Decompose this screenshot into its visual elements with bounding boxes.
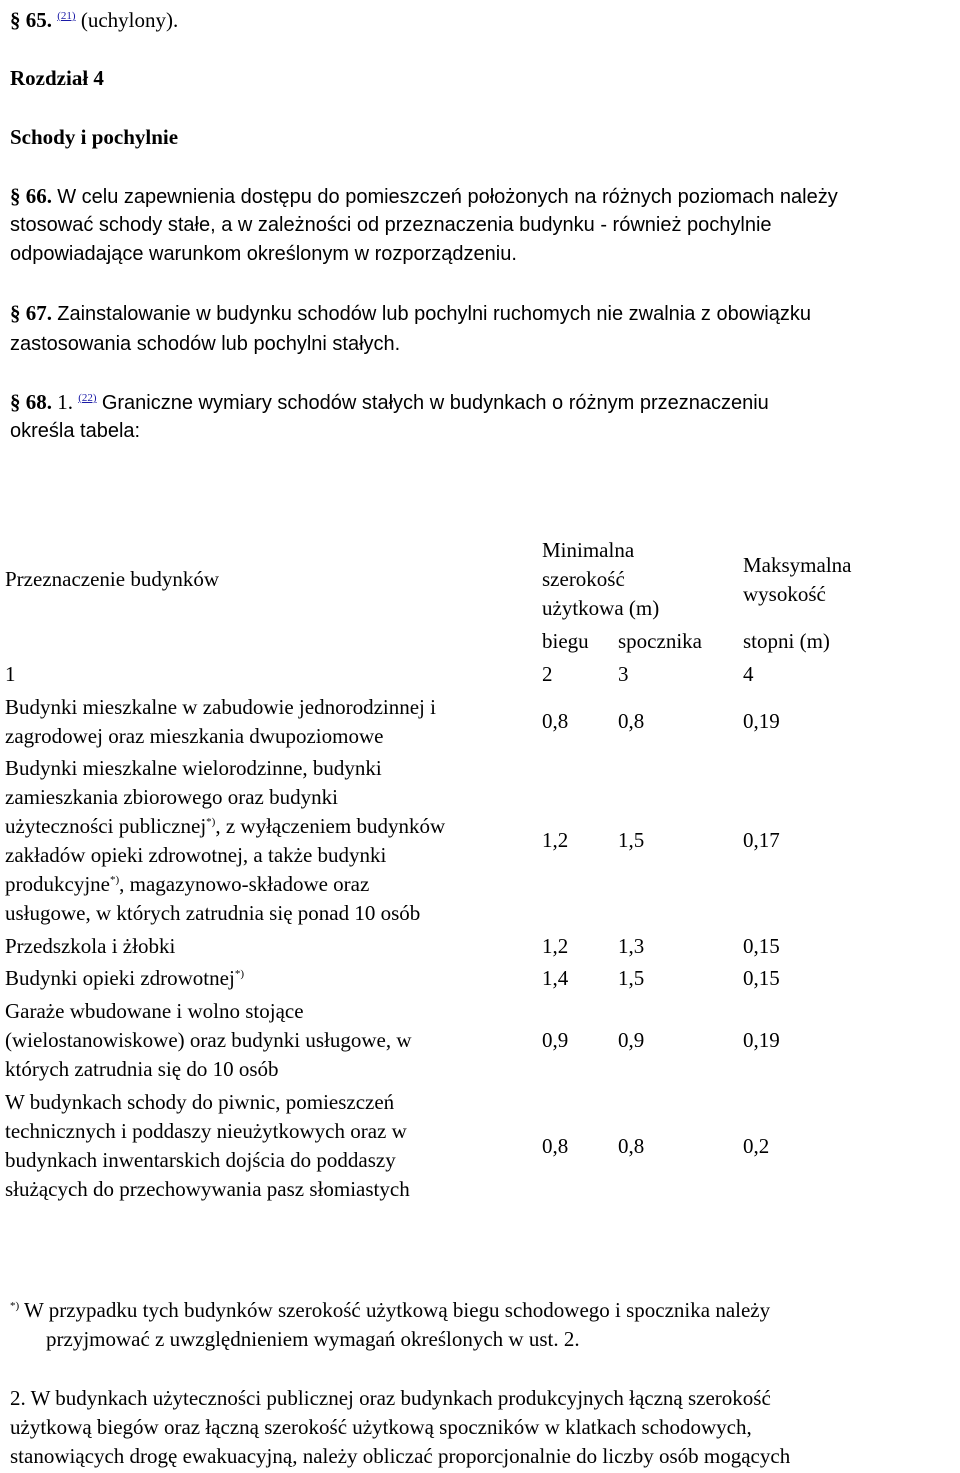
- row-4-desc: [5, 964, 244, 993]
- section-66-text-2: stosować schody stałe, a w zależności od przeznaczenia budynku - również pochylnie: [10, 214, 772, 236]
- section-67-line-1: [10, 299, 811, 329]
- row-4-flight: 1,4: [542, 966, 569, 990]
- row-3-landing: 1,3: [618, 934, 645, 958]
- section-68-point: 1.: [57, 390, 73, 414]
- row-2-desc-4: zakładów opieki zdrowotnej, a także budynki: [5, 843, 387, 867]
- section-65: [10, 6, 178, 35]
- row-6-desc-1: W budynkach schody do piwnic, pomieszczeń: [5, 1090, 395, 1114]
- row-4-step: 0,15: [743, 966, 780, 990]
- header-min-width-1: Minimalna: [542, 538, 635, 562]
- row-6-step: 0,2: [743, 1134, 770, 1158]
- row-6-flight: 0,8: [542, 1134, 569, 1158]
- row-2-desc-6: usługowe, w których zatrudnia się ponad 10 osób: [5, 901, 421, 925]
- row-1-step: 0,19: [743, 709, 780, 733]
- row-1-desc-1: Budynki mieszkalne w zabudowie jednorodzinnej i: [5, 695, 436, 719]
- footnote-marker: *): [10, 1300, 20, 1312]
- row-2-step: 0,17: [743, 828, 780, 852]
- row-5-desc-3: których zatrudnia się do 10 osób: [5, 1057, 279, 1081]
- footnote-text-1: W przypadku tych budynków szerokość użytkową biegu schodowego i spocznika należy: [24, 1298, 771, 1322]
- column-number: 3: [618, 662, 629, 686]
- row-5-flight: 0,9: [542, 1028, 569, 1052]
- row-4-landing: 1,5: [618, 966, 645, 990]
- point-2-text-2: użytkową biegów oraz łączną szerokość użytkową spoczników w klatkach schodowych,: [10, 1415, 752, 1439]
- row-3-desc: Przedszkola i żłobki: [5, 934, 176, 958]
- row-5-step: 0,19: [743, 1028, 780, 1052]
- footnote-line-1: [10, 1296, 770, 1325]
- row-2-flight: 1,2: [542, 828, 569, 852]
- row-3-flight: 1,2: [542, 934, 569, 958]
- row-6-desc-2: technicznych i poddaszy nieużytkowych oraz w: [5, 1119, 407, 1143]
- section-68-number: § 68.: [10, 390, 52, 414]
- header-max-height-2: wysokość: [743, 582, 826, 606]
- point-2-text-1: 2. W budynkach użyteczności publicznej oraz budynkach produkcyjnych łączną szerokość: [10, 1386, 771, 1410]
- column-number: 2: [542, 662, 553, 686]
- section-68-text-2: określa tabela:: [10, 420, 141, 442]
- header-min-width-3: użytkowa (m): [542, 596, 660, 620]
- row-4-desc-text: Budynki opieki zdrowotnej: [5, 966, 235, 990]
- row-6-desc-3: budynkach inwentarskich dojścia do poddaszy: [5, 1148, 396, 1172]
- row-1-flight: 0,8: [542, 709, 569, 733]
- row-3-step: 0,15: [743, 934, 780, 958]
- section-66-text-1: W celu zapewnienia dostępu do pomieszczeń położonych na różnych poziomach należy: [57, 186, 838, 208]
- row-2-desc-5: [5, 870, 369, 899]
- row-6-landing: 0,8: [618, 1134, 645, 1158]
- footnote-ref-22[interactable]: (22): [78, 392, 97, 404]
- section-68-text-1: Graniczne wymiary schodów stałych w budynkach o różnym przeznaczeniu: [101, 392, 769, 414]
- footnote-text-2: przyjmować z uwzględnieniem wymagań określonych w ust. 2.: [46, 1327, 580, 1351]
- row-5-desc-1: Garaże wbudowane i wolno stojące: [5, 999, 304, 1023]
- header-max-height-1: Maksymalna: [743, 553, 852, 577]
- chapter-title: Rozdział 4: [10, 66, 104, 90]
- point-2-text-3: stanowiących drogę ewakuacyjną, należy obliczać proporcjonalnie do liczby osób mogących: [10, 1444, 791, 1468]
- footnote-mark: *): [206, 816, 216, 828]
- header-min-width-2: szerokość: [542, 567, 625, 591]
- column-number: 4: [743, 662, 754, 686]
- row-2-desc-5b: , magazynowo-składowe oraz: [119, 872, 370, 896]
- section-67-text-1: Zainstalowanie w budynku schodów lub pochylni ruchomych nie zwalnia z obowiązku: [57, 303, 811, 325]
- row-1-landing: 0,8: [618, 709, 645, 733]
- row-5-landing: 0,9: [618, 1028, 645, 1052]
- header-flight: biegu: [542, 629, 589, 653]
- footnote-ref-21[interactable]: (21): [57, 10, 76, 22]
- section-66-number: § 66.: [10, 184, 52, 208]
- section-67-text-2: zastosowania schodów lub pochylni stałych.: [10, 333, 401, 355]
- row-2-desc-5a: produkcyjne: [5, 872, 110, 896]
- header-purpose: Przeznaczenie budynków: [5, 567, 219, 591]
- row-2-desc-3a: użyteczności publicznej: [5, 814, 207, 838]
- row-2-desc-3b: , z wyłączeniem budynków: [215, 814, 446, 838]
- section-65-number: § 65.: [10, 8, 52, 32]
- footnote-mark: *): [109, 874, 120, 886]
- row-2-desc-3: [5, 812, 445, 841]
- section-65-text: (uchylony).: [80, 8, 179, 32]
- chapter-subtitle: Schody i pochylnie: [10, 125, 179, 149]
- section-67-number: § 67.: [10, 301, 52, 325]
- row-5-desc-2: (wielostanowiskowe) oraz budynki usługowe, w: [5, 1028, 412, 1052]
- row-2-desc-1: Budynki mieszkalne wielorodzinne, budynki: [5, 756, 382, 780]
- section-68-line-1: [10, 388, 769, 418]
- section-66-text-3: odpowiadające warunkom określonym w rozporządzeniu.: [10, 243, 517, 265]
- row-6-desc-4: służących do przechowywania pasz słomiastych: [5, 1177, 410, 1201]
- header-step: stopni (m): [743, 629, 830, 653]
- row-1-desc-2: zagrodowej oraz mieszkania dwupoziomowe: [5, 724, 384, 748]
- section-66-line-1: [10, 182, 838, 212]
- header-landing: spocznika: [618, 629, 702, 653]
- column-number: 1: [5, 662, 16, 686]
- row-2-landing: 1,5: [618, 828, 645, 852]
- row-2-desc-2: zamieszkania zbiorowego oraz budynki: [5, 785, 338, 809]
- footnote-mark: *): [234, 968, 244, 980]
